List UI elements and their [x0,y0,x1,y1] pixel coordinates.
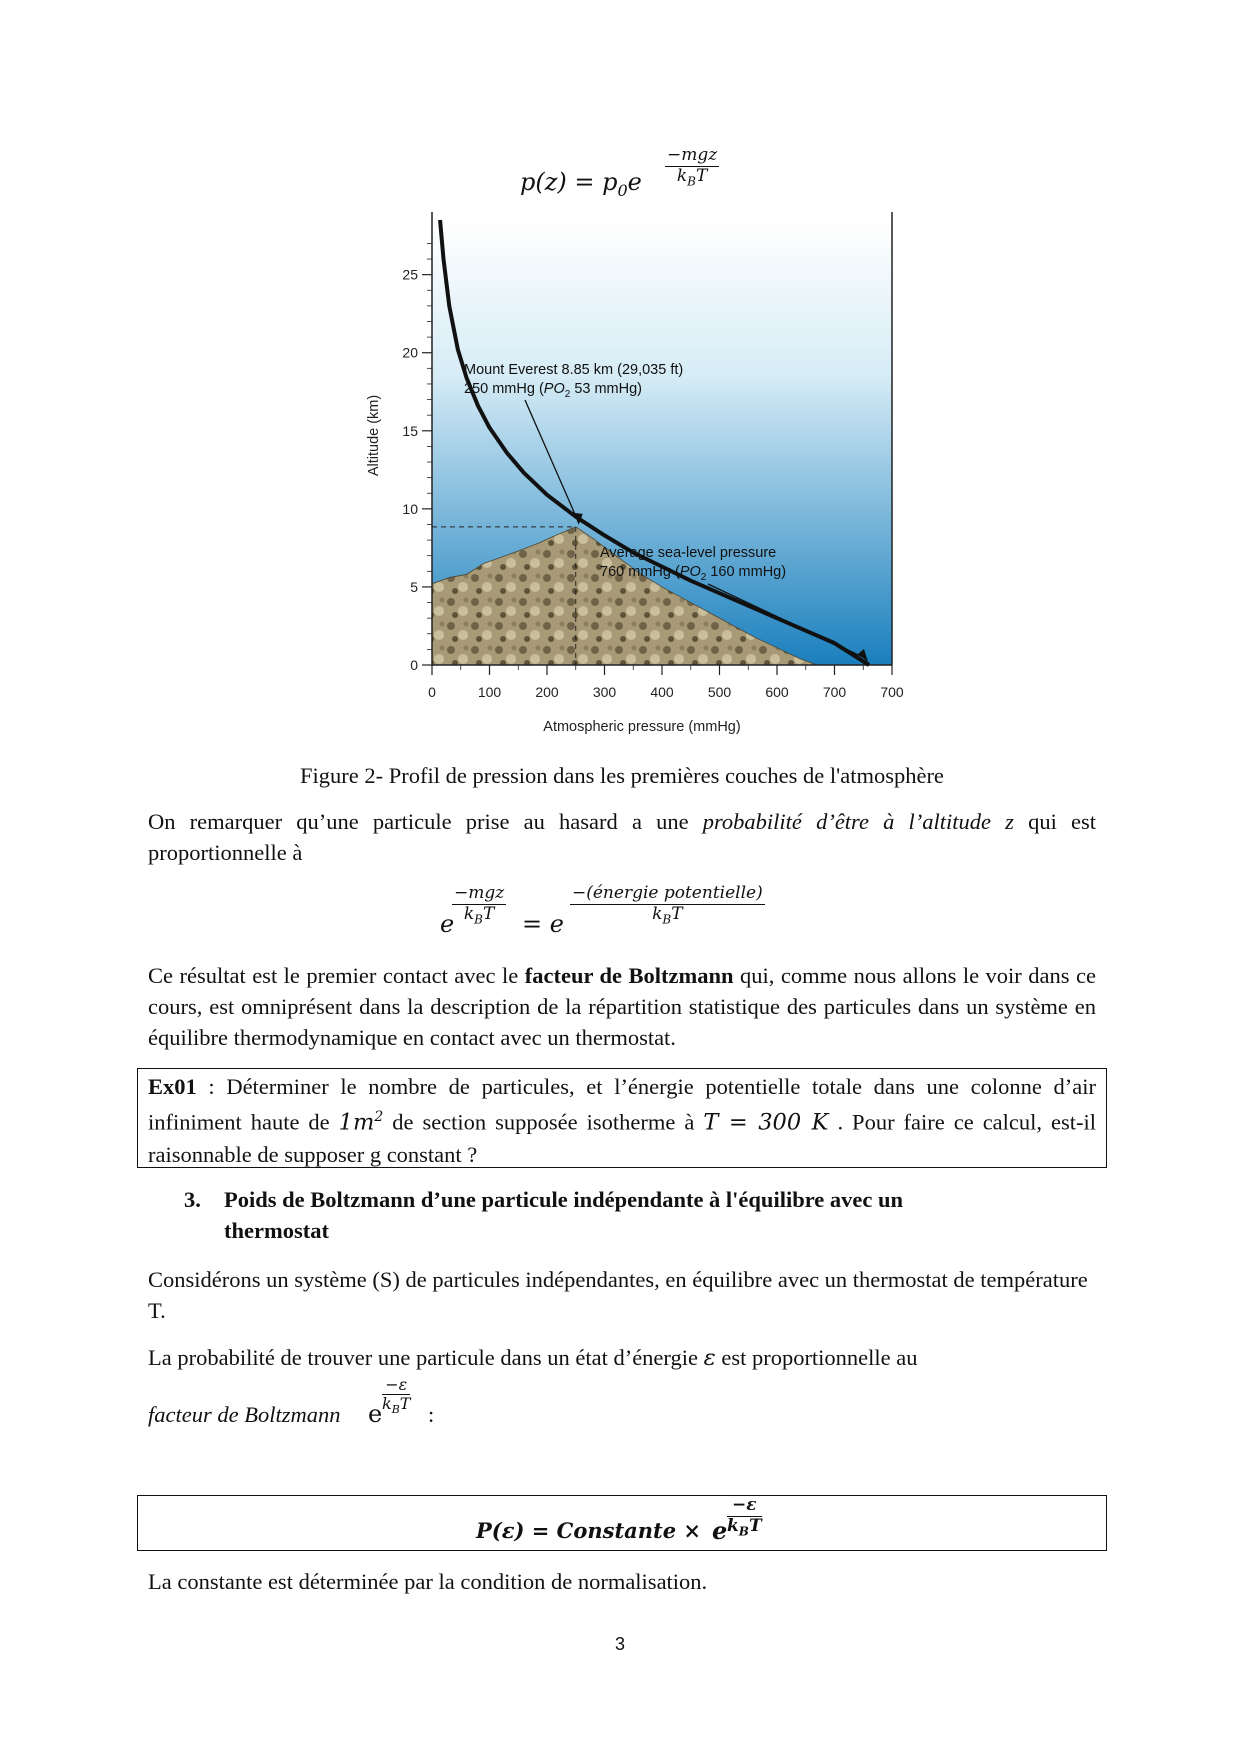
paragraph-proportional [148,806,1096,868]
paragraph-boltzmann-factor-def [148,1376,748,1436]
para2-bold: facteur de Boltzmann [524,963,734,988]
exercise-area: 1m [338,1109,375,1136]
x-tick-label-0: 0 [428,684,436,700]
formula-top [520,146,820,206]
para1-italic: probabilité d’être à l’altitude z [702,809,1014,834]
formula2-num2: −(énergie potentielle) [572,883,763,903]
formula2-den2-k: k [652,903,663,924]
paragraph-boltzmann-factor [148,960,1096,1053]
para5-den-k: k [382,1394,392,1414]
exercise-temperature: T = 300 K [703,1109,829,1136]
section-title-line1: Poids de Boltzmann d’une particule indépendante à l'équilibre avec un [224,1187,904,1212]
formula2-e1: e [440,910,455,938]
para5-e: e [368,1400,383,1428]
para2-text-a: Ce résultat est le premier contact avec le [148,963,525,988]
para1-text-a: On remarquer qu’une particule prise au hasard a une [148,809,703,834]
formula2-den2-sub: B [662,911,672,926]
formula2-eq: = e [522,910,564,938]
y-tick-label-2: 10 [402,500,418,517]
boxed-formula-exponent [727,1496,762,1539]
formula-top-exp-k: k [676,165,688,186]
para5-exponent [382,1376,410,1417]
formula-top-exp-num: −mgz [667,145,718,165]
figure-caption: Figure 2- Profil de pression dans les premières couches de l'atmosphère [300,763,944,788]
x-tick-label-8: 700 [880,684,904,700]
x-tick-label-7: 700 [822,684,847,700]
boxed-formula-lhs: P(ε) = Constante × [476,1518,702,1543]
x-tick-label-6: 600 [765,684,789,700]
para4-text-b: est proportionnelle au [715,1345,918,1370]
para5-italic: facteur de Boltzmann [148,1402,341,1427]
pressure-altitude-chart [350,212,910,742]
page-number: 3 [614,1634,625,1654]
formula2-frac1 [452,884,506,927]
boxed-formula-e: e [712,1516,728,1545]
para4-text-a: La probabilité de trouver une particule dans un état d’énergie [148,1345,704,1370]
sealevel-annotation-line2: 760 mmHg ($PO_2$ 160 mmHg) [600,564,787,583]
formula-top-exp-T: T [696,165,708,186]
formula2-den1-sub: B [474,911,483,926]
para5-end: : [428,1402,435,1427]
paragraph-normalisation: La constante est déterminée par la condition de normalisation. [148,1569,708,1594]
boxed-formula-den-k: k [727,1515,739,1536]
para2-text-b: qui, comme nous allons le voir dans ce cours, est omniprésent dans la description de la répartition statistique des particules dans un système en équilibre thermodynamique en contact avec un thermostat. [148,963,1096,1050]
x-tick-label-3: 300 [592,684,617,700]
y-axis-label: Altitude (km) [366,394,382,477]
y-tick-label-5: 25 [402,266,418,283]
y-tick-label-3: 15 [402,422,418,439]
exercise-text-b: de section supposée isotherme à [383,1109,704,1135]
section-title-line2: thermostat [224,1218,329,1243]
x-tick-label-5: 500 [707,684,732,700]
y-tick-label-1: 5 [410,578,418,595]
everest-annotation-line1: Mount Everest 8.85 km (29,035 ft) [464,362,684,378]
para4-epsilon: ε [703,1345,716,1371]
formula-top-lhs: p(z) = p [520,168,618,196]
formula-top-exponent [665,146,719,189]
exercise-area-sup: 2 [374,1109,384,1125]
x-axis-label: Atmospheric pressure (mmHg) [543,719,741,735]
formula2-frac2 [570,884,765,927]
everest-annotation-line2: 250 mmHg ($PO_2$ 53 mmHg) [464,381,643,400]
para5-num: −ε [382,1376,410,1395]
boltzmann-weight-box [137,1495,1107,1551]
y-tick-label-0: 0 [410,657,418,673]
formula-top-sub: 0 [617,180,628,200]
para5-den-sub: B [391,1403,400,1417]
formula2-num1: −mgz [454,883,505,903]
formula2-den2-T: T [671,903,683,924]
boxed-formula-den-sub: B [738,1523,749,1538]
formula-top-exp-sub: B [687,173,696,188]
formula2-den1-k: k [463,903,475,924]
exercise-text-c: . Pour faire ce calcul, est-il raisonnable de supposer g constant ? [148,1109,1097,1167]
x-tick-label-4: 400 [650,684,674,700]
boxed-formula-den-T: T [748,1515,762,1536]
boxed-formula-num: −ε [727,1496,762,1517]
paragraph-probability [148,1342,1096,1374]
formula-top-base: e [627,168,642,196]
section-number: 3. [184,1187,201,1212]
exercise-box [137,1068,1107,1168]
x-tick-label-2: 200 [535,684,559,700]
y-tick-label-4: 20 [402,344,418,361]
x-tick-label-1: 100 [477,684,502,700]
formula2-den1-T: T [483,903,495,924]
exercise-label: Ex01 [148,1074,197,1099]
paragraph-system: Considérons un système (S) de particules indépendantes, en équilibre avec un thermostat de température T. [148,1267,1088,1323]
para1-text-b: qui est proportionnelle à [148,809,1097,865]
sealevel-annotation-line1: Average sea-level pressure [600,545,777,561]
para5-den-T: T [399,1394,411,1414]
exercise-text-a: : Déterminer le nombre de particules, et l’énergie potentielle totale dans une colonne d’air infiniment haute de [148,1074,1096,1135]
formula-boltzmann-altitude [440,884,840,954]
